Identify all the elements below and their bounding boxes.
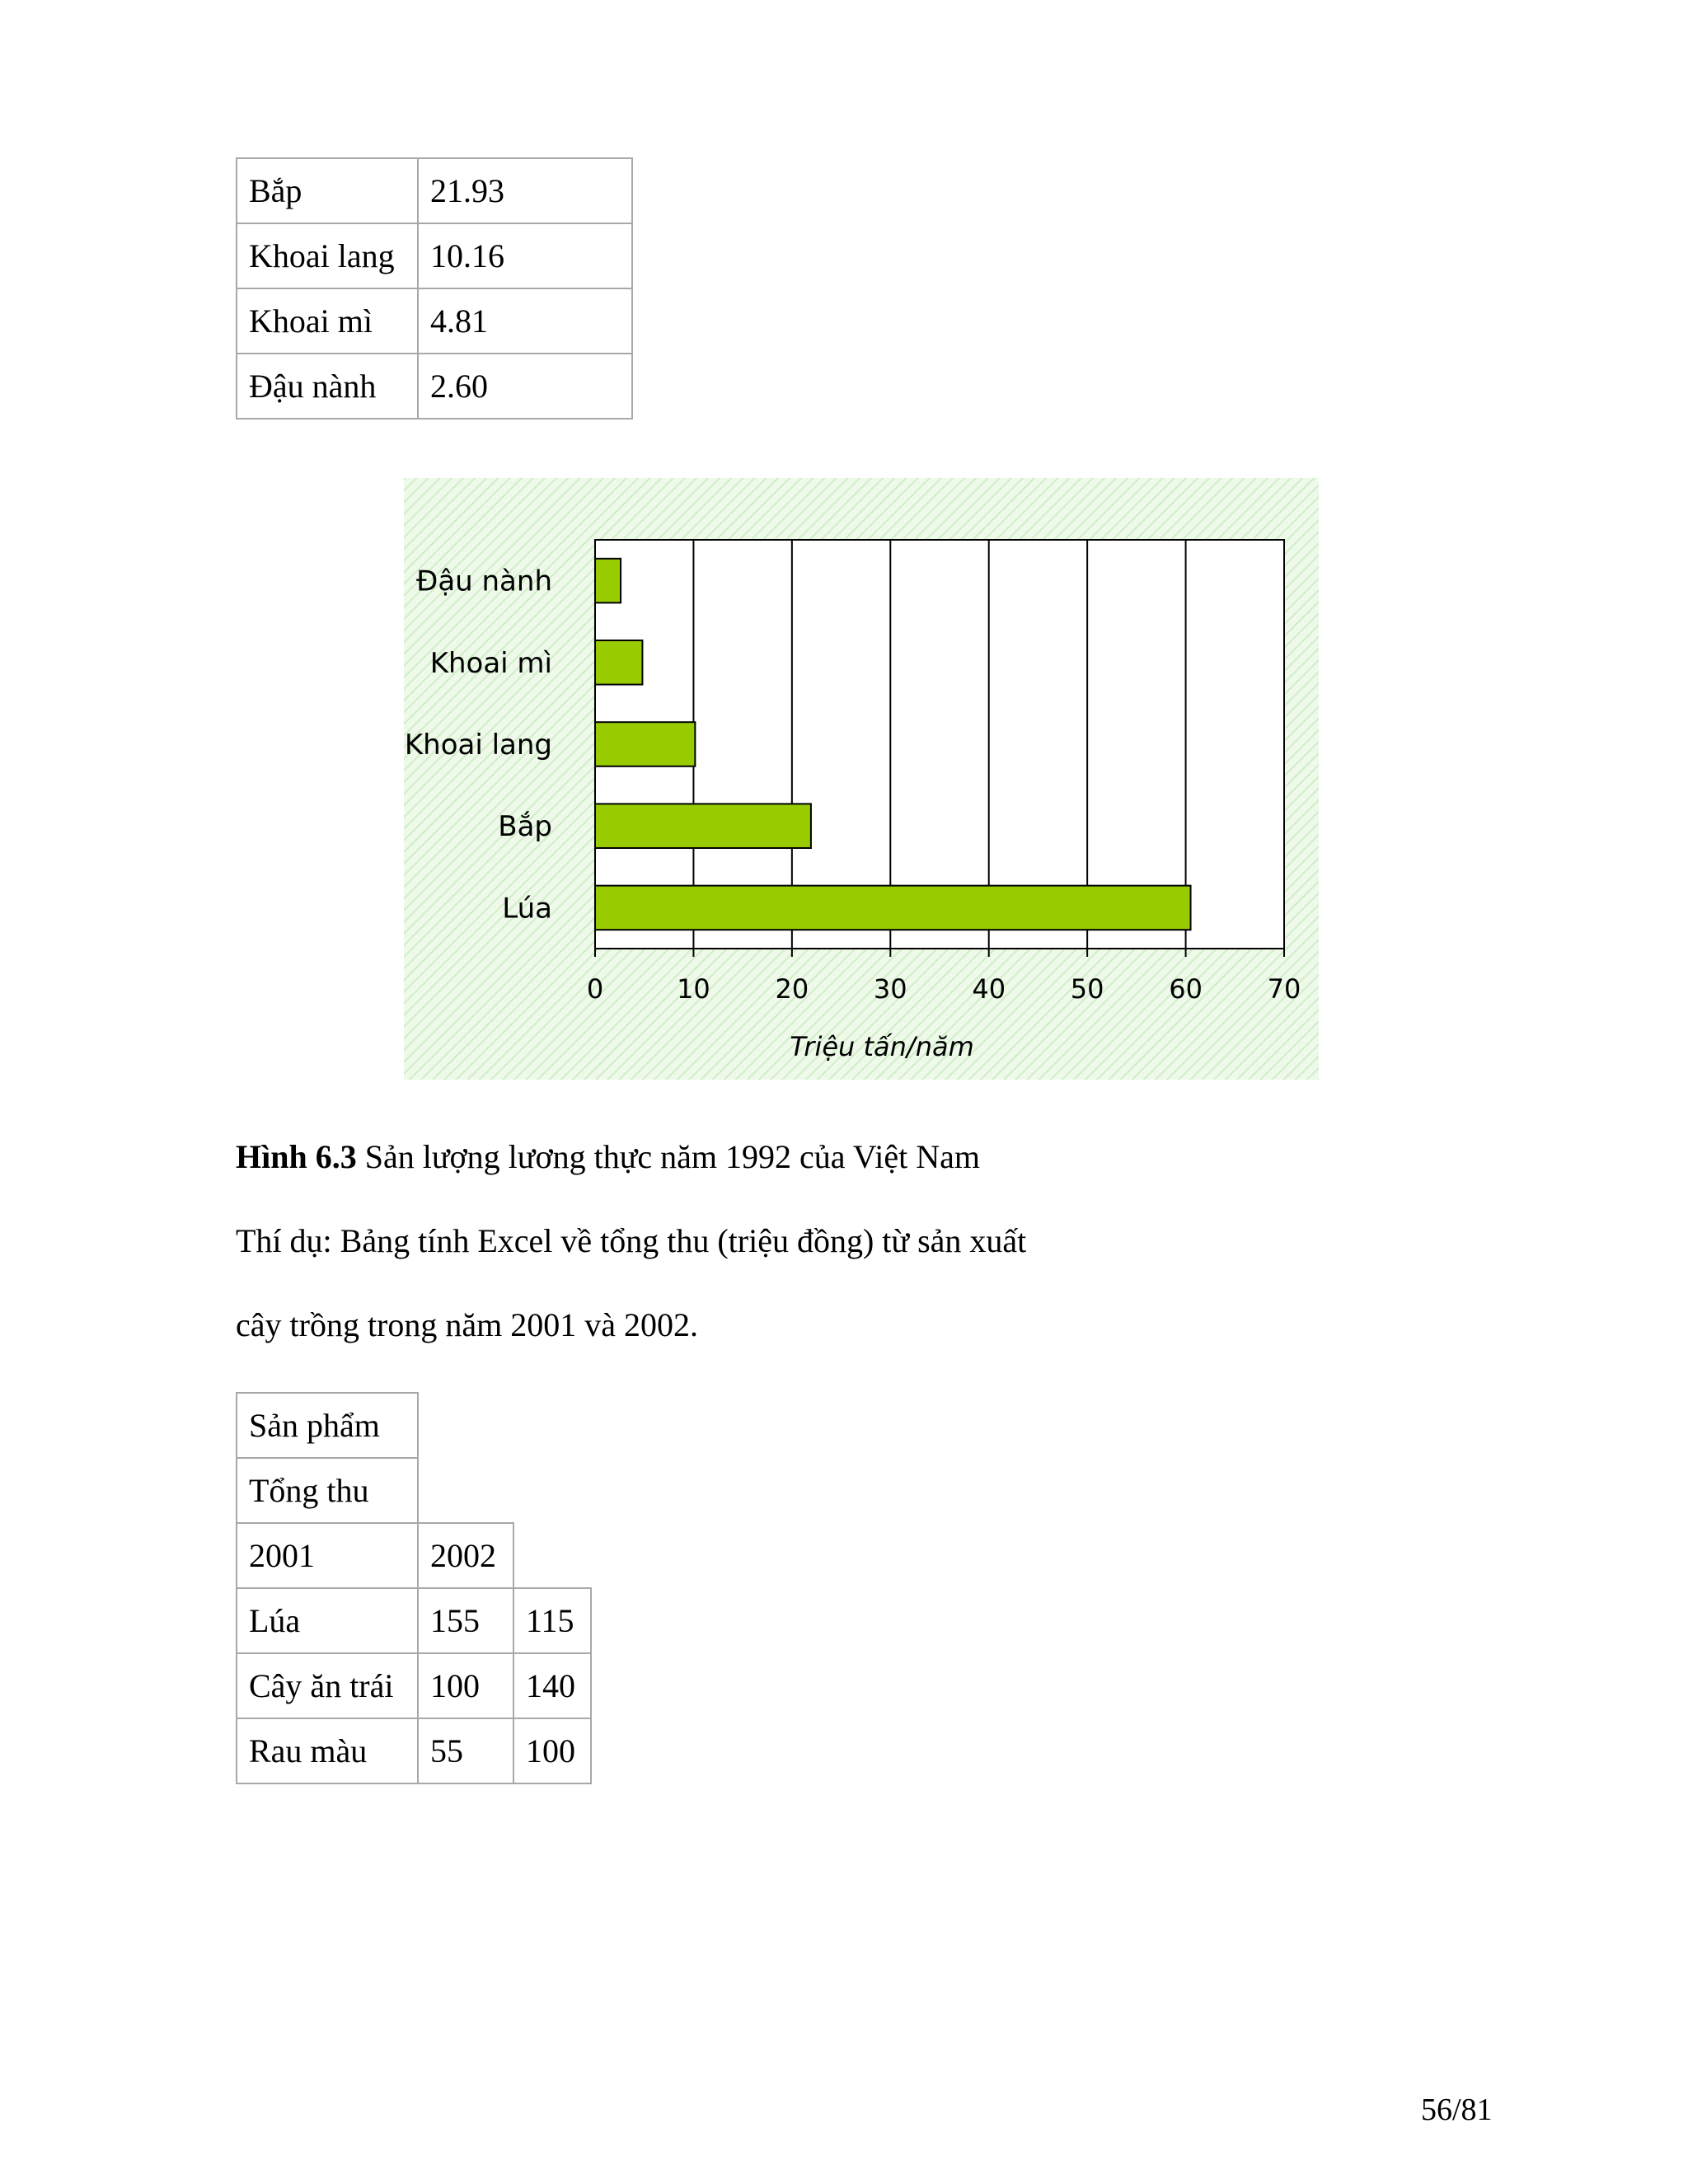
figure-caption (236, 1137, 980, 1176)
table-row (237, 158, 632, 223)
table-cell: 100 (418, 1653, 513, 1718)
table-cell: 2001 (237, 1523, 418, 1588)
x-tick-label: 30 (873, 973, 907, 1005)
page-number: 56/81 (1421, 2093, 1493, 2127)
chart-svg (404, 478, 1319, 1080)
figure-number: Hình 6.3 (236, 1138, 357, 1175)
table-cell: 115 (513, 1588, 591, 1653)
x-tick-label: 40 (972, 973, 1006, 1005)
table-row (237, 1588, 591, 1653)
category-label: Khoai mì (429, 646, 552, 680)
category-label: Lúa (502, 892, 552, 926)
x-tick-label: 50 (1070, 973, 1104, 1005)
table-cell: 21.93 (418, 158, 632, 223)
bar (595, 886, 1191, 930)
table-row (237, 1458, 591, 1523)
bar (595, 559, 621, 603)
category-label: Khoai lang (404, 729, 552, 762)
table-row (237, 223, 632, 288)
table-cell: 100 (513, 1718, 591, 1783)
table-cell: 55 (418, 1718, 513, 1783)
table-cell: Khoai lang (237, 223, 418, 288)
production-table (236, 157, 633, 419)
figure-caption-text: Sản lượng lương thực năm 1992 của Việt Nam (356, 1138, 981, 1175)
production-bar-chart (404, 478, 1319, 1080)
table-cell: 10.16 (418, 223, 632, 288)
table-row (237, 1393, 591, 1458)
table-cell: 155 (418, 1588, 513, 1653)
table-row (237, 1653, 591, 1718)
table-cell: Cây ăn trái (237, 1653, 418, 1718)
table-row (237, 288, 632, 354)
table-cell: Bắp (237, 158, 418, 223)
table-row (237, 1718, 591, 1783)
table-header-cell: Sản phẩm (237, 1393, 418, 1458)
paragraph-line: cây trồng trong năm 2001 và 2002. (236, 1306, 698, 1343)
table-cell: Đậu nành (237, 354, 418, 419)
table-cell: 2002 (418, 1523, 513, 1588)
paragraph-line: Thí dụ: Bảng tính Excel về tổng thu (triệu đồng) từ sản xuất (236, 1222, 1027, 1259)
table-cell: 140 (513, 1653, 591, 1718)
category-label: Bắp (498, 810, 552, 844)
table-row (237, 1523, 591, 1588)
category-label: Đậu nành (415, 565, 552, 598)
revenue-table (236, 1392, 592, 1784)
bar (595, 640, 642, 685)
x-tick-label: 70 (1267, 973, 1301, 1005)
bar (595, 722, 695, 766)
x-tick-label: 20 (775, 973, 809, 1005)
x-tick-label: 10 (677, 973, 710, 1005)
table-cell: Rau màu (237, 1718, 418, 1783)
x-axis-title: Triệu tấn/năm (790, 1031, 974, 1062)
table-cell: Khoai mì (237, 288, 418, 354)
table-cell: 2.60 (418, 354, 632, 419)
x-tick-label: 60 (1169, 973, 1203, 1005)
table-cell: Lúa (237, 1588, 418, 1653)
table-cell: 4.81 (418, 288, 632, 354)
table-row (237, 354, 632, 419)
bar (595, 804, 811, 848)
x-tick-label: 0 (586, 973, 604, 1005)
table-header-cell: Tổng thu (237, 1458, 418, 1523)
